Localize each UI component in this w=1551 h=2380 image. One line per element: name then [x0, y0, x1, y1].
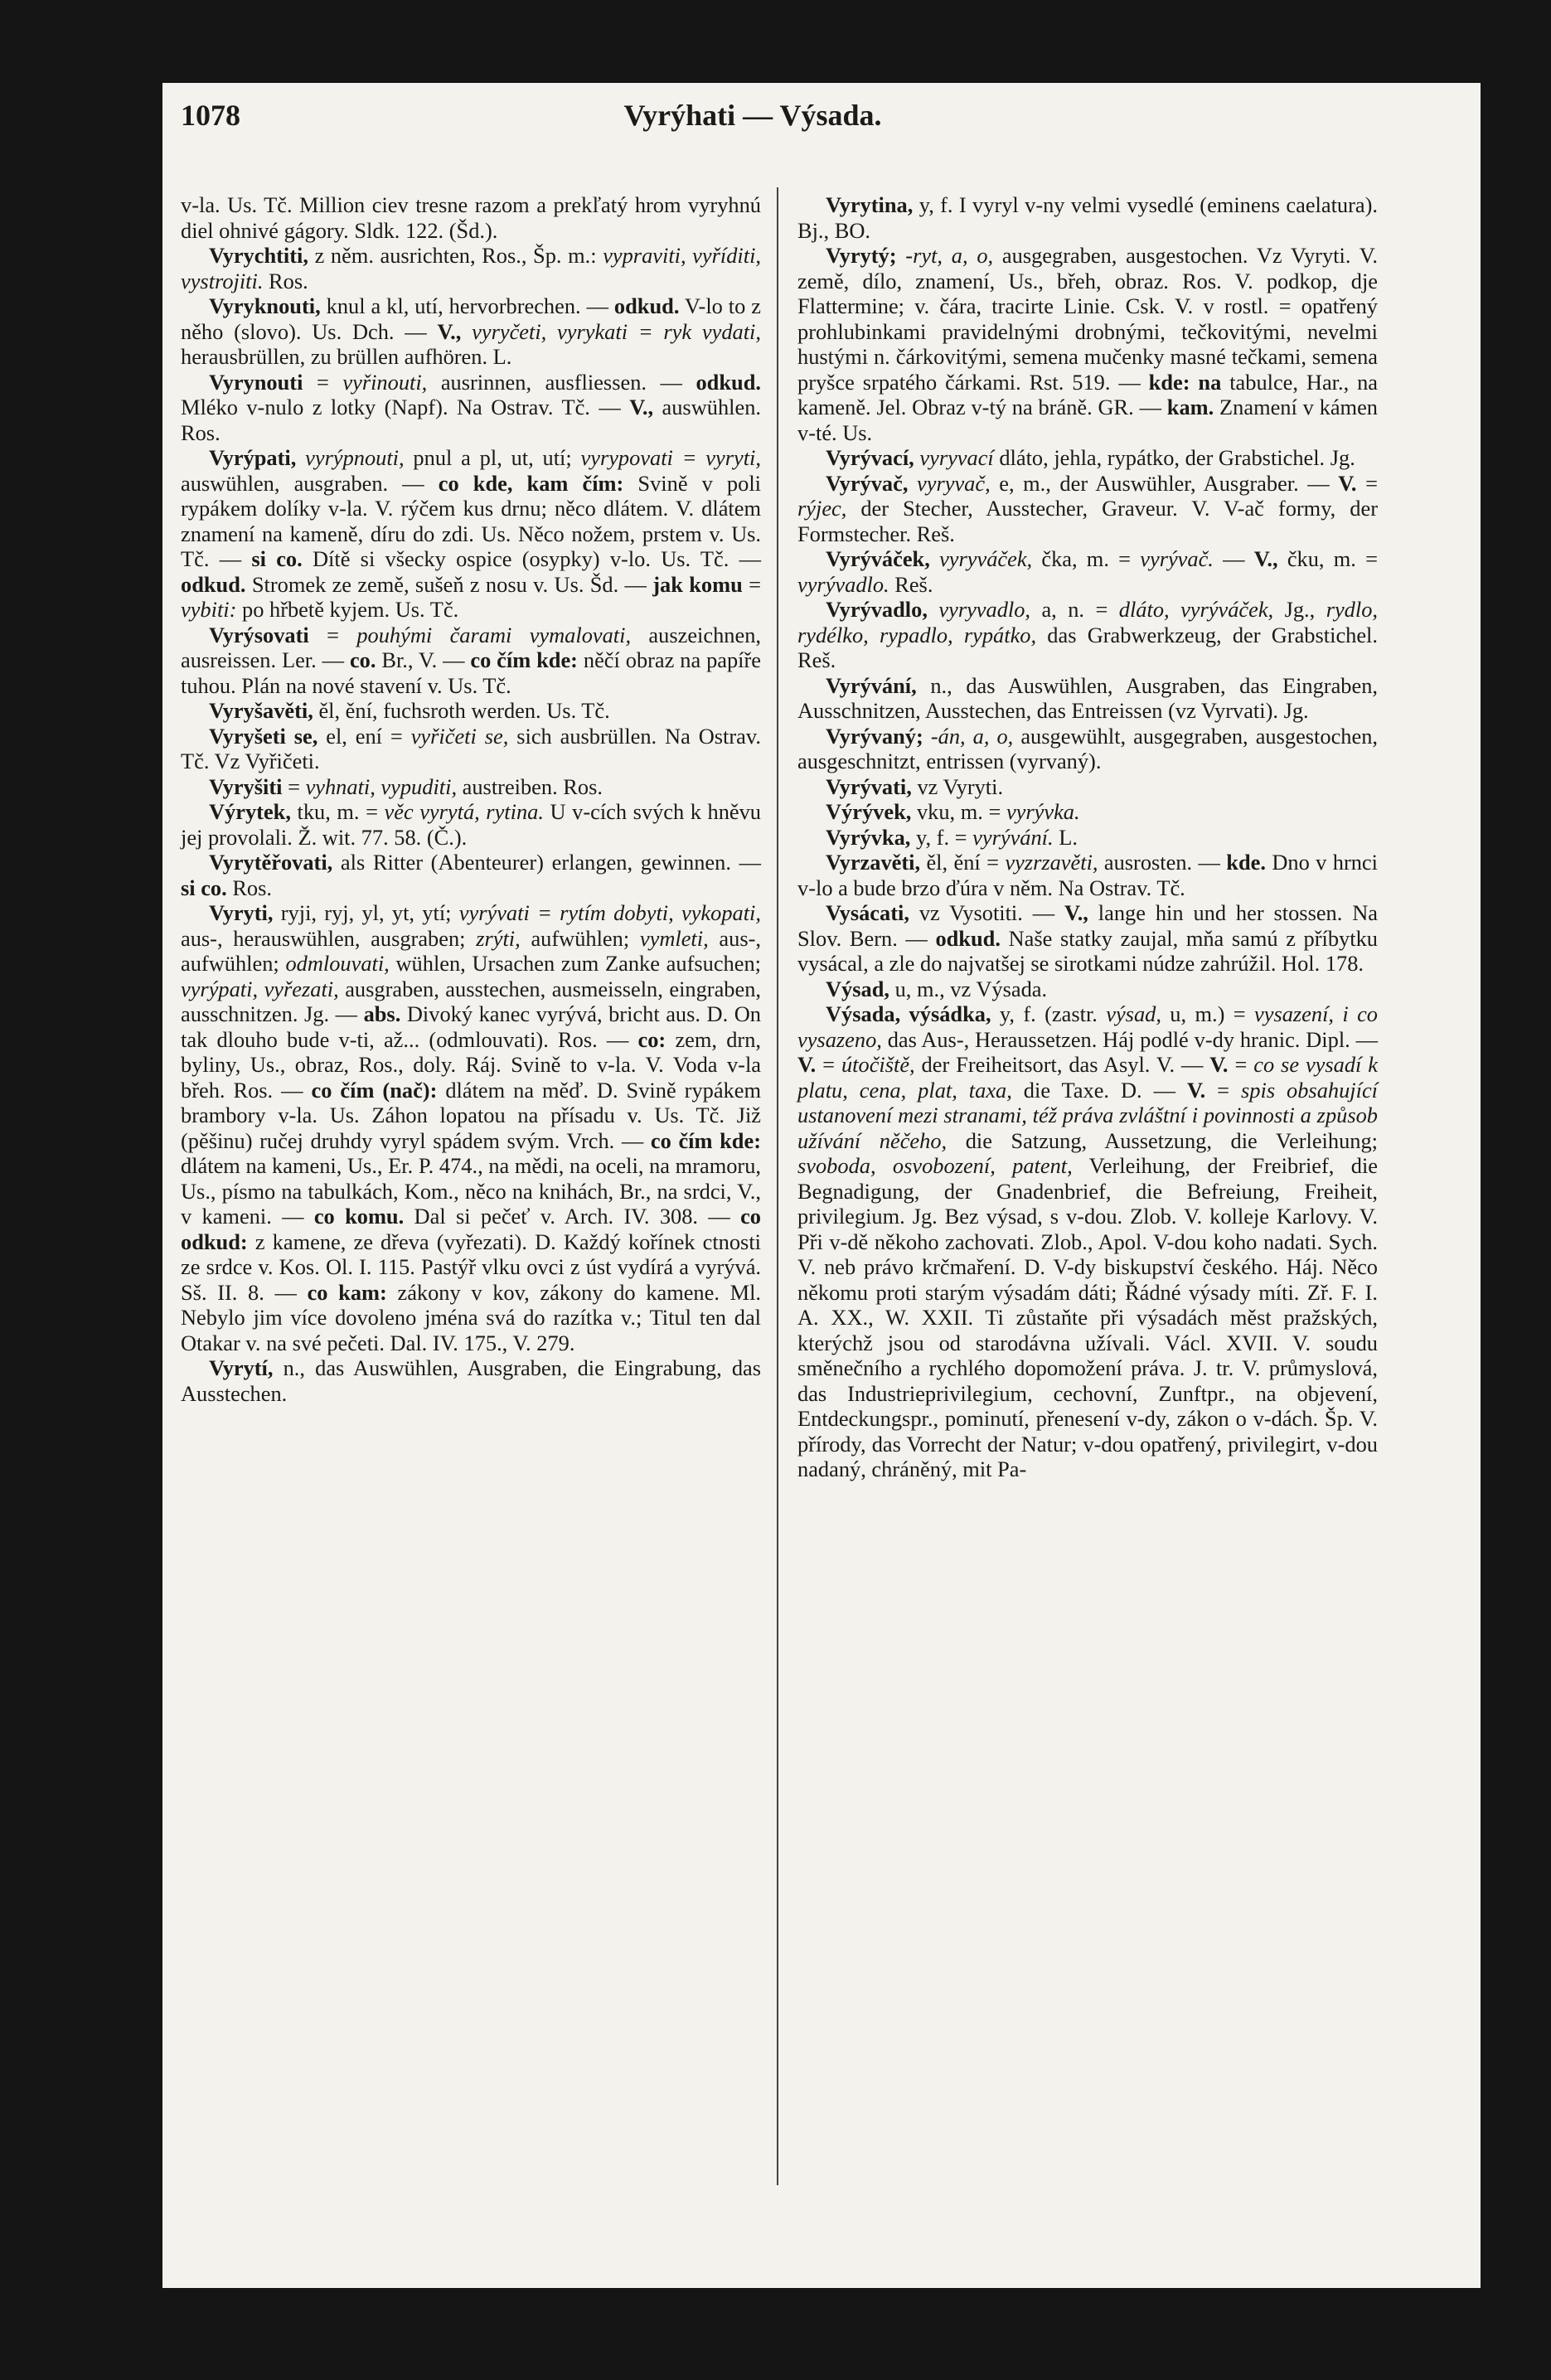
entry-text: aus-, herauswühlen, ausgraben; — [181, 925, 477, 951]
entry-text: n., das Auswühlen, Ausgraben, das Eingraben, Ausschnitzen, Ausstechen, das Entreissen (vz Vyrvati). Jg. — [797, 672, 1378, 723]
entry-text — [461, 319, 472, 344]
entry-text: = — [742, 571, 762, 597]
entry-text: dlátem na měď. D. Svině rypákem brambory v-la. Us. Záhon lopatou na přísadu v. Us. Tč. Již (pěšinu) ručej druhdy vyryl spádem svým. Vrch. — — [181, 1077, 761, 1153]
italic-gloss: vyrýpati, vyřezati, — [181, 976, 339, 1001]
headword: Vyrývadlo, — [826, 597, 928, 622]
dictionary-entry — [181, 243, 761, 293]
headword: co: — [637, 1026, 666, 1052]
italic-gloss: vymleti, — [639, 925, 709, 951]
entry-text: Znamení v kámen v-té. Us. — [797, 395, 1378, 445]
entry-text: L. — [1053, 824, 1078, 850]
italic-gloss: vypraviti, vyříditi, vystrojiti. — [181, 243, 762, 293]
italic-gloss: věc vyrytá, rytina. — [384, 799, 544, 824]
dictionary-entry — [797, 799, 1378, 825]
italic-gloss: zrýti, — [476, 925, 521, 951]
entry-text: v-la. Us. Tč. Million ciev tresne razom a prekľatý hrom vyryhnú diel ohnivé gágory. Sldk. 122. (Šd.). — [181, 192, 761, 243]
headword: co odkud: — [181, 1204, 761, 1254]
dictionary-entry — [797, 724, 1378, 774]
headword: Vyrychtiti, — [209, 243, 308, 268]
headword: V., — [629, 395, 654, 419]
entry-text: y, f. (zastr. — [991, 1001, 1107, 1026]
entry-text: = — [303, 369, 343, 395]
italic-gloss: vyhnati, vypuditi, — [305, 773, 458, 799]
headword: Vyryti, — [209, 900, 274, 925]
italic-gloss: vyryváček, — [939, 546, 1033, 571]
entry-text — [1190, 370, 1199, 395]
headword: V. — [1338, 470, 1357, 496]
italic-gloss: co se vysadí k platu, cena, plat, taxa, — [797, 1052, 1378, 1103]
dictionary-entry — [797, 900, 1378, 977]
dictionary-entry — [181, 850, 761, 900]
entry-text: ausrinnen, ausfliessen. — — [427, 369, 696, 395]
italic-gloss: výsad, — [1106, 1001, 1161, 1026]
left-column — [181, 192, 761, 1406]
headword: V. — [1186, 1077, 1206, 1103]
entry-text — [897, 243, 906, 268]
entry-text: ausgegraben, ausgestochen. Vz Vyryti. V. země, dílo, znamení, Us., břeh, obraz. Ros. V. podkop, dje Flattermine; v. čára, tracirte Linie. Csk. V. v rostl. = opatřený prohlubinkami pravidelnými drobnými, tečkovitými, nevelmi hustými n. čárkovitými, semena mučenky masné tečkami, semena pryšce srpatého čárkami. Rst. 519. — — [797, 243, 1378, 395]
dictionary-entry — [797, 243, 1378, 445]
italic-gloss: vyrývač. — [1140, 546, 1214, 571]
entry-text: ryji, ryj, yl, yt, ytí; — [273, 900, 459, 925]
entry-text: aufwühlen; — [520, 925, 640, 951]
headword: Vyrzavěti, — [826, 850, 921, 875]
headword: V., — [1253, 546, 1278, 571]
entry-text: Ros. — [226, 875, 272, 900]
italic-gloss: dláto, vyrýváček, — [1118, 597, 1274, 622]
entry-text: V-lo to z něho (slovo). Us. Dch. — — [181, 293, 761, 344]
italic-gloss: vyřinouti, — [342, 369, 428, 395]
headword: co čím kde: — [470, 647, 578, 672]
dictionary-entry — [181, 698, 761, 724]
italic-gloss: vyrývání. — [972, 824, 1054, 850]
entry-text: a, n. = — [1030, 597, 1119, 622]
italic-gloss: vyrývadlo. — [797, 571, 889, 597]
entry-text: u, m., vz Výsada. — [889, 976, 1048, 1001]
entry-text: vku, m. = — [911, 799, 1006, 824]
entry-text: Ros. — [263, 268, 308, 293]
headword: V., — [1064, 900, 1088, 925]
headword: Vyrynouti — [209, 369, 303, 395]
entry-text: y, f. I vyryl v-ny velmi vysedlé (eminens caelatura). Bj., BO. — [797, 192, 1378, 243]
headword: kde: — [1148, 369, 1190, 395]
entry-text: Jg., — [1273, 597, 1326, 622]
headword: odkud. — [935, 925, 1001, 951]
headword: Výsada, výsádka, — [826, 1001, 991, 1026]
entry-text: U v-cích svých k hněvu jej provolali. Ž. wit. 77. 58. (Č.). — [181, 799, 761, 850]
headword: co kam: — [307, 1279, 387, 1305]
headword: odkud. — [613, 293, 680, 318]
entry-text: der Freiheitsort, das Asyl. V. — — [914, 1052, 1210, 1077]
headword: Vyrýváček, — [826, 546, 930, 571]
entry-text: Verleihung, der Freibrief, die Begnadigung, der Gnadenbrief, die Befreiung, Freiheit, privilegium. Jg. Bez výsad, s v-dou. Zlob. V. kolleje Karlovy. V. Při v-dě někoho zachovati. Zlob., Apol. V-dou koho nadati. Sych. V. neb právo krčmaření. D. V-dy biskupství českého. Háj. Něco někomu proti starým výsadám dáti; Řádné výsady míti. Zř. F. I. A. XX., W. XXII. Ti zůstaňte při výsadách měst pražských, kterýchž jsou od starodávna užívali. Václ. XVII. V. soudu směnečního a rychlého dopomožení práva. J. tr. V. průmyslová, das Industrieprivilegium, cechovní, Zunftpr., na objevení, Entdeckungspr., pominutí, přenesení v-dy, zákon o v-dách. Šp. V. přírody, das Vorrecht der Natur; v-dou opatřený, privilegirt, v-dou nadaný, chráněný, mit Pa- — [797, 1153, 1378, 1481]
entry-text: Dítě si všecky ospice (osypky) v-lo. Us. Tč. — — [302, 546, 761, 571]
entry-text: el, ení = — [317, 723, 411, 749]
dictionary-entry — [181, 900, 761, 1355]
italic-gloss: vyryvač, — [917, 470, 991, 496]
headword: Vyrývaný; — [826, 723, 923, 749]
dictionary-entry — [797, 977, 1378, 1002]
italic-gloss: rýjec, — [797, 496, 847, 521]
entry-text: Dno v hrnci v-lo a bude brzo ďúra v něm. Na Ostrav. Tč. — [797, 850, 1378, 900]
dictionary-entry — [181, 1355, 761, 1406]
entry-text: Br., V. — — [376, 647, 471, 672]
entry-text: Svině v poli rypákem dolíky v-la. V. rýčem kus drnu; něco dlátem. V. dlátem znamení na kameně, díru do zdi. Us. Něco nožem, prstem v. Us. Tč. — — [181, 470, 761, 571]
entry-text: auswühlen. Ros. — [181, 395, 761, 445]
italic-gloss: vyryvadlo, — [938, 597, 1031, 622]
dictionary-entry — [797, 597, 1378, 673]
entry-text: auszeichnen, ausreissen. Ler. — — [181, 622, 761, 672]
headword: Vyrýsovati — [209, 622, 309, 647]
italic-gloss: vyzrzavěti, — [1005, 850, 1098, 875]
entry-text: — — [1213, 546, 1254, 571]
entry-text: aus-, aufwühlen; — [181, 925, 761, 976]
headword: Vyryšiti — [209, 773, 283, 799]
headword: na — [1198, 369, 1222, 395]
headword: Vyrývati, — [826, 773, 912, 799]
headword: V. — [1209, 1052, 1229, 1077]
dictionary-entry — [181, 293, 761, 370]
dictionary-entry — [797, 825, 1378, 851]
headword: co. — [349, 647, 376, 672]
page-number: 1078 — [181, 99, 240, 132]
headword: Vyrývka, — [826, 824, 911, 850]
headword: Výsad, — [826, 976, 889, 1001]
entry-text: dláto, jehla, rypátko, der Grabstichel. Jg. — [993, 445, 1355, 470]
headword: Výrývek, — [826, 799, 912, 824]
italic-gloss: odmlouvati, — [285, 951, 390, 976]
entry-text: n., das Auswühlen, Ausgraben, die Eingrabung, das Ausstechen. — [181, 1355, 761, 1406]
entry-text: Dal si pečeť v. Arch. IV. 308. — — [404, 1204, 741, 1229]
headword: co kde, kam čím: — [438, 470, 624, 496]
italic-gloss: vyrýpnouti, — [305, 445, 405, 470]
dictionary-entry — [181, 774, 761, 800]
italic-gloss: -án, a, o, — [930, 723, 1014, 749]
headword: Výrytek, — [209, 799, 291, 824]
headword: Vyryknouti, — [209, 293, 321, 318]
column-divider — [777, 187, 778, 2185]
entry-text: zákony v kov, zákony do kamene. Ml. Nebylo jim více dovoleno jména svá do razítka v.; Titul ten dal Otakar v. na své pečeti. Dal. IV. 175., V. 279. — [181, 1279, 762, 1355]
dictionary-entry — [181, 623, 761, 699]
entry-text: sich ausbrüllen. Na Ostrav. Tč. Vz Vyřičeti. — [181, 723, 761, 773]
entry-text: = — [282, 773, 306, 799]
dictionary-entry — [797, 546, 1378, 597]
headword: Vyrytina, — [826, 192, 914, 217]
italic-gloss: vysazení, i co vysazeno, — [797, 1001, 1378, 1052]
italic-gloss: útočiště, — [841, 1052, 915, 1077]
entry-text: Naše statky zaujal, mňa samú z příbytku vysácal, a zle do najvatšej se sirotkami núdze zahrúžil. Hol. 178. — [797, 925, 1378, 976]
headword: odkud. — [181, 571, 246, 597]
page-title: Vyrýhati — Výsada. — [623, 99, 882, 132]
entry-text: Divoký kanec vyrývá, bricht aus. D. On tak dlouho bude v-ti, až... (odmlouvati). Ros. — — [181, 1001, 762, 1052]
entry-text: = — [308, 622, 357, 647]
entry-text: dlátem na kameni, Us., Er. P. 474., na mědi, na oceli, na mramoru, Us., písmo na tabulkách, Kom., něco na knihách, Br., na srdci, V., v kameni. — — [181, 1153, 761, 1229]
entry-text — [908, 471, 917, 496]
entry-text — [296, 445, 305, 470]
headword: Vysácati, — [826, 900, 909, 925]
headword: jak komu — [652, 571, 743, 597]
dictionary-entry — [797, 774, 1378, 800]
entry-text: Reš. — [889, 571, 933, 597]
headword: Vyryšavěti, — [209, 698, 313, 723]
headword: Vyrývání, — [826, 672, 917, 698]
headword: V., — [437, 318, 462, 344]
italic-gloss: spis obsahující ustanovení mezi stranami, též práva zvláštní i povinnosti a způsob užívání něčeho, — [797, 1077, 1378, 1153]
italic-gloss: vyryvací — [919, 445, 994, 470]
headword: si co. — [251, 546, 303, 571]
entry-text: čku, m. = — [1277, 546, 1378, 571]
entry-text: das Aus-, Heraussetzen. Háj podlé v-dy hranic. Dipl. — — [881, 1026, 1378, 1052]
dictionary-entry — [797, 673, 1378, 724]
entry-text: ěl, ění, fuchsroth werden. Us. Tč. — [313, 698, 610, 723]
entry-text: die Satzung, Aussetzung, die Verleihung; — [947, 1127, 1378, 1153]
headword: Vyrytěřovati, — [209, 850, 333, 875]
entry-text — [923, 724, 931, 749]
entry-text: zem, drn, byliny, Us., obraz, Ros., doly. Ráj. Svině to v-la. V. Voda v-la břeh. Ros. — — [181, 1026, 761, 1103]
headword: abs. — [363, 1001, 401, 1026]
headword: co čím (nač): — [311, 1077, 438, 1103]
headword: kde. — [1226, 850, 1266, 875]
headword: Vyrýpati, — [209, 445, 297, 470]
headword: co čím kde: — [650, 1127, 761, 1153]
headword: Vyrývací, — [826, 445, 914, 470]
dictionary-entry — [797, 850, 1378, 900]
entry-text: e, m., der Auswühler, Ausgraber. — — [990, 470, 1339, 496]
dictionary-entry — [797, 471, 1378, 547]
entry-text: pnul a pl, ut, utí; — [404, 445, 581, 470]
entry-text: = — [816, 1052, 841, 1077]
dictionary-entry — [181, 370, 761, 446]
entry-text: wühlen, Ursachen zum Zanke aufsuchen; — [389, 951, 761, 976]
entry-text: ausgraben, ausstechen, ausmeisseln, eingraben, ausschnitzen. Jg. — — [181, 976, 761, 1026]
entry-text: něčí obraz na papíře tuhou. Plán na nové stavení v. Us. Tč. — [181, 647, 762, 698]
dictionary-entry — [181, 724, 761, 774]
headword: si co. — [181, 875, 227, 900]
italic-gloss: vybiti: — [181, 597, 237, 622]
dictionary-entry — [797, 445, 1378, 471]
italic-gloss: vyrývati = rytím dobyti, vykopati, — [458, 900, 761, 925]
entry-text: u, m.) = — [1161, 1001, 1255, 1026]
entry-text: Stromek ze země, sušeň z nosu v. Us. Šd. — — [245, 571, 653, 597]
headword: Vyrývač, — [826, 470, 909, 496]
entry-text — [930, 546, 939, 571]
headword: co komu. — [313, 1204, 405, 1229]
italic-gloss: rydlo, rydélko, rypadlo, rypátko, — [797, 597, 1378, 647]
entry-text: auswühlen, ausgraben. — — [181, 470, 439, 496]
entry-text: čka, m. = — [1032, 546, 1141, 571]
dictionary-entry — [797, 1001, 1378, 1482]
entry-text: Mléko v-nulo z lotky (Napf). Na Ostrav. Tč. — — [181, 395, 630, 419]
entry-text: tabulce, Har., na kameně. Jel. Obraz v-tý na bráně. GR. — — [797, 369, 1378, 419]
entry-text: knul a kl, utí, hervorbrechen. — — [320, 293, 614, 318]
italic-gloss: vyrývka. — [1006, 799, 1080, 824]
entry-text: der Stecher, Ausstecher, Graveur. V. V-ač formy, der Formstecher. Reš. — [797, 496, 1378, 546]
headword: odkud. — [696, 369, 761, 395]
dictionary-entry — [181, 445, 761, 623]
italic-gloss: vyřičeti se, — [410, 723, 509, 749]
entry-text: lange hin und her stossen. Na Slov. Bern. — — [797, 900, 1379, 951]
page-header — [181, 98, 1325, 139]
entry-text: tku, m. = — [290, 799, 385, 824]
headword: Vyryšeti se, — [209, 723, 318, 749]
entry-text: po hřbetě kyjem. Us. Tč. — [236, 597, 459, 622]
entry-text: herausbrüllen, zu brüllen aufhören. L. — [181, 344, 512, 369]
entry-text: ausgewühlt, ausgegraben, ausgestochen, ausgeschnitzt, entrissen (vyrvaný). — [797, 723, 1378, 773]
entry-text: z něm. ausrichten, Ros., Šp. m.: — [308, 243, 603, 268]
entry-text: vz Vysotiti. — — [909, 900, 1065, 925]
dictionary-entry — [181, 192, 761, 243]
headword: V. — [797, 1052, 817, 1077]
entry-text: ěl, ění = — [920, 850, 1006, 875]
right-column — [797, 192, 1378, 1482]
entry-text: = — [1205, 1077, 1242, 1103]
italic-gloss: vyrypovati = vyryti, — [580, 445, 761, 470]
dictionary-entry — [181, 799, 761, 850]
italic-gloss: pouhými čarami vymalovati, — [356, 622, 632, 647]
headword: Vyrytí, — [209, 1355, 274, 1380]
headword: Vyrytý; — [826, 243, 897, 268]
entry-text: die Taxe. D. — — [1011, 1077, 1187, 1103]
headword: kam. — [1166, 395, 1214, 419]
entry-text: vz Vyryti. — [911, 773, 1004, 799]
italic-gloss: vyryčeti, vyrykati = ryk vydati, — [472, 318, 761, 344]
entry-text: ausrosten. — — [1098, 850, 1227, 875]
dictionary-entry — [797, 192, 1378, 243]
entry-text: austreiben. Ros. — [457, 773, 603, 799]
entry-text: das Grabwerkzeug, der Grabstichel. Reš. — [797, 622, 1378, 672]
entry-text: z kamene, ze dřeva (vyřezati). D. Každý kořínek ctnosti ze srdce v. Kos. Ol. I. 115. Pastýř vlku ovci z úst vydírá a vyrývá. Sš. II. 8. — — [181, 1229, 761, 1305]
italic-gloss: svoboda, osvobození, patent, — [797, 1153, 1073, 1178]
entry-text: = — [1228, 1052, 1254, 1077]
entry-text: als Ritter (Abenteurer) erlangen, gewinnen. — — [332, 850, 761, 875]
entry-text: y, f. = — [910, 824, 973, 850]
entry-text: = — [1356, 470, 1378, 496]
italic-gloss: -ryt, a, o, — [905, 243, 994, 268]
entry-text — [928, 597, 938, 622]
